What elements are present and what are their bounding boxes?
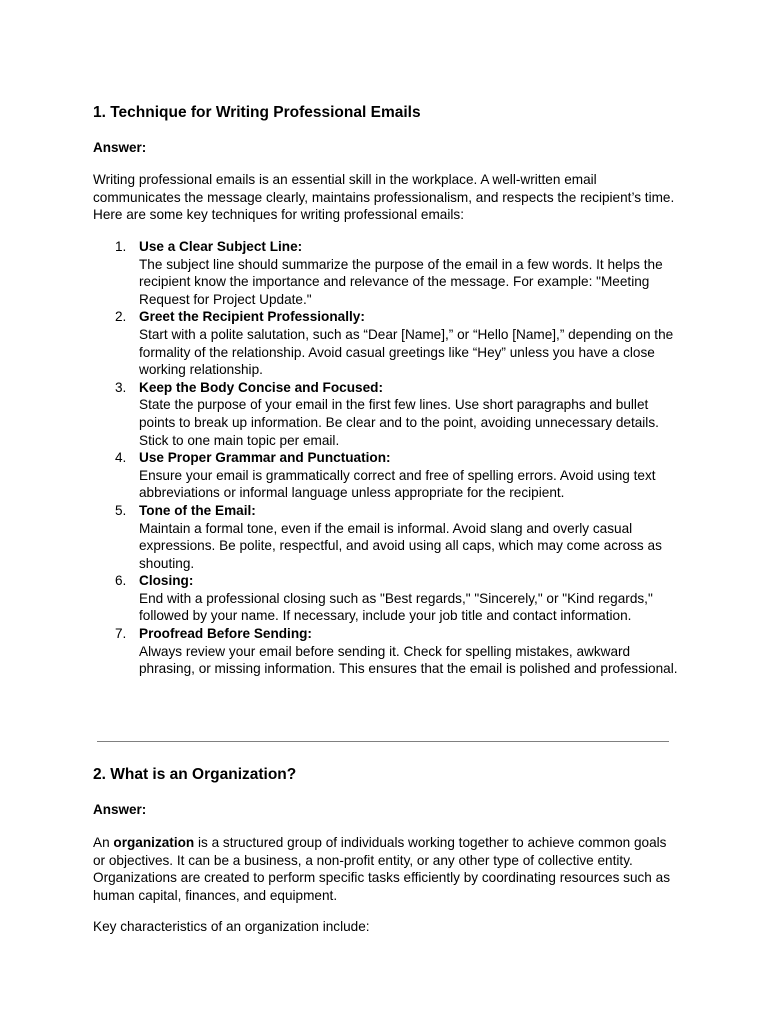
list-item-description: Maintain a formal tone, even if the email is informal. Avoid slang and overly casual expressions. Be polite, respectful, and avoid using all caps, which may come across as shouting.: [139, 520, 662, 571]
section-divider: [97, 741, 669, 742]
list-item-description: Start with a polite salutation, such as “Dear [Name],” or “Hello [Name],” depending on the formality of the relationship. Avoid casual greetings like “Hey” unless you have a close working relationship.: [139, 326, 674, 378]
section-2-intro-rest: is a structured group of individuals working together to achieve common goals or objectives. It can be a business, a non-profit entity, or any other type of collective entity. Organizations are created to perform specific tasks efficiently by coordinating resources such as human capital, finances, and equipment.: [93, 835, 671, 903]
list-item-description: The subject line should summarize the purpose of the email in a few words. It helps the recipient know the importance and relevance of the message. For example: "Meeting Request for Project Update.": [139, 256, 663, 307]
section-2-intro: [93, 834, 681, 904]
list-item-title: Keep the Body Concise and Focused:: [139, 379, 383, 395]
list-item-number: 7.: [115, 626, 127, 642]
section-2-intro-prefix: An: [93, 835, 114, 850]
list-item-title: Tone of the Email:: [139, 502, 256, 518]
section-2-intro-term: organization: [113, 835, 195, 850]
list-item: [93, 625, 683, 678]
section-1-answer-label: Answer:: [93, 140, 147, 155]
list-item-title: Greet the Recipient Professionally:: [139, 309, 365, 325]
list-item-title: Use a Clear Subject Line:: [139, 239, 303, 254]
list-item-number: 6.: [115, 573, 127, 589]
section-2-heading: 2. What is an Organization?: [93, 766, 297, 783]
list-item-title: Use Proper Grammar and Punctuation:: [139, 450, 391, 466]
section-2-answer-label: Answer:: [93, 802, 147, 817]
list-item-number: 3.: [115, 379, 127, 395]
list-item-number: 2.: [115, 309, 127, 325]
section-1-intro: Writing professional emails is an essential skill in the workplace. A well-written email communicates the message clearly, maintains professionalism, and respects the recipient’s time. Here are some key techniques for writing professional emails:: [93, 172, 675, 223]
list-item: [93, 502, 683, 572]
list-item-number: 1.: [115, 239, 127, 254]
list-item-description: State the purpose of your email in the first few lines. Use short paragraphs and bullet points to break up information. Be clear and to the point, avoiding unnecessary details. Stick to one main topic per email.: [139, 397, 659, 448]
list-item-description: End with a professional closing such as "Best regards," "Sincerely," or "Kind regards," followed by your name. If necessary, include your job title and contact information.: [139, 590, 653, 624]
list-item: [93, 379, 683, 449]
list-item-title: Proofread Before Sending:: [139, 626, 312, 642]
list-item-number: 5.: [115, 502, 127, 518]
list-item-title: Closing:: [139, 573, 194, 589]
list-item-description: Always review your email before sending it. Check for spelling mistakes, awkward phrasing, or missing information. This ensures that the email is polished and professional.: [139, 643, 678, 677]
list-item: [93, 308, 683, 378]
list-item-description: Ensure your email is grammatically correct and free of spelling errors. Avoid using text abbreviations or informal language unless appropriate for the recipient.: [139, 467, 656, 501]
list-item-number: 4.: [115, 450, 127, 466]
section-1-heading: 1. Technique for Writing Professional Emails: [93, 104, 421, 121]
list-item: [93, 238, 683, 308]
section-2-characteristics-lead: Key characteristics of an organization include:: [93, 919, 370, 934]
list-item: [93, 449, 683, 502]
techniques-list: [93, 238, 683, 678]
list-item: [93, 572, 683, 625]
